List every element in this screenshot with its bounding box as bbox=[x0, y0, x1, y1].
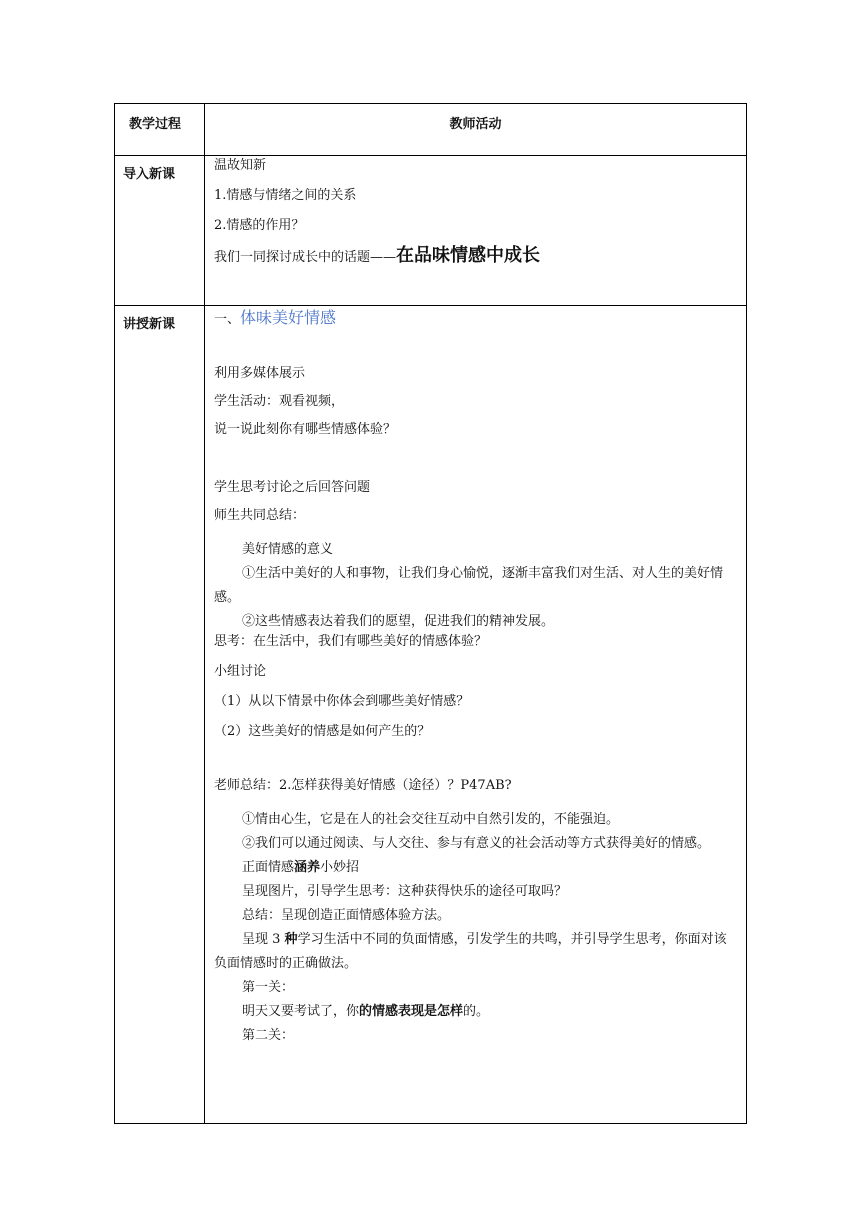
section-heading bbox=[214, 306, 738, 332]
level-1-label: 第一关： bbox=[242, 980, 295, 995]
lesson-plan-table bbox=[114, 103, 747, 1124]
way-point-1: ①情由心生，它是在人的社会交往互动中自然引发的，不能强迫。 bbox=[242, 812, 620, 827]
section-prefix: 一、 bbox=[214, 312, 241, 327]
intro-topic-line bbox=[214, 244, 738, 270]
row-label-intro: 导入新课 bbox=[115, 156, 205, 306]
meaning-heading: 美好情感的意义 bbox=[242, 542, 334, 557]
neg-text-a: 呈现 3 bbox=[242, 932, 285, 947]
intro-content bbox=[205, 156, 747, 306]
level-1-text-a: 明天又要考试了，你 bbox=[242, 1004, 360, 1019]
level-1-text-bold: 的情感表现是怎样 bbox=[359, 1004, 464, 1019]
header-teacher-activity: 教师活动 bbox=[205, 104, 747, 156]
intro-topic-prefix: 我们一同探讨成长中的话题—— bbox=[214, 250, 397, 265]
section-title: 体味美好情感 bbox=[240, 308, 337, 327]
discussion-q1: （1）从以下情景中你体会到哪些美好情感？ bbox=[214, 694, 470, 709]
table-row-intro bbox=[115, 156, 747, 306]
teach-line-3: 说一说此刻你有哪些情感体验？ bbox=[214, 422, 397, 437]
level-1-text-c: 的。 bbox=[463, 1004, 490, 1019]
row-label-teach: 讲授新课 bbox=[115, 306, 205, 1124]
intro-line-2: 1.情感与情绪之间的关系 bbox=[214, 188, 357, 203]
header-process: 教学过程 bbox=[115, 104, 205, 156]
teach-line-4: 学生思考讨论之后回答问题 bbox=[214, 480, 371, 495]
intro-line-3: 2.情感的作用？ bbox=[214, 218, 305, 233]
tips-heading bbox=[214, 856, 738, 880]
table-row-teach bbox=[115, 306, 747, 1124]
group-discussion: 小组讨论 bbox=[214, 664, 267, 679]
think-question: 思考：在生活中，我们有哪些美好的情感体验？ bbox=[214, 634, 488, 649]
tips-text-bold: 涵养 bbox=[294, 860, 321, 875]
meaning-point-2: ②这些情感表达着我们的愿望，促进我们的精神发展。 bbox=[242, 614, 555, 629]
intro-line-1: 温故知新 bbox=[214, 158, 267, 173]
show-picture-line: 呈现图片，引导学生思考：这种获得快乐的途径可取吗？ bbox=[242, 884, 568, 899]
intro-topic-title: 在品味情感中成长 bbox=[396, 245, 541, 266]
summary-method-line: 总结：呈现创造正面情感体验方法。 bbox=[242, 908, 451, 923]
neg-text-c: 学习生活中不同的负面情感，引发学生的共鸣，并引导学生思考，你面对该负面情感时的正确做法。 bbox=[214, 932, 727, 971]
neg-text-bold: 种 bbox=[284, 932, 298, 947]
teach-content bbox=[205, 306, 747, 1124]
teach-line-5: 师生共同总结： bbox=[214, 508, 306, 523]
discussion-q2: （2）这些美好的情感是如何产生的？ bbox=[214, 724, 431, 739]
way-point-2: ②我们可以通过阅读、与人交往、参与有意义的社会活动等方式获得美好的情感。 bbox=[242, 836, 711, 851]
level-1-text bbox=[214, 1000, 738, 1024]
tips-text-a: 正面情感 bbox=[242, 860, 295, 875]
level-2-label: 第二关： bbox=[242, 1028, 295, 1043]
negative-emotions-line bbox=[214, 928, 738, 976]
tips-text-c: 小妙招 bbox=[320, 860, 360, 875]
teach-line-2: 学生活动：观看视频， bbox=[214, 394, 345, 409]
teacher-summary: 老师总结：2.怎样获得美好情感（途径）？P47AB? bbox=[214, 778, 512, 793]
teach-line-1: 利用多媒体展示 bbox=[214, 366, 306, 381]
meaning-point-1: ①生活中美好的人和事物，让我们身心愉悦，逐渐丰富我们对生活、对人生的美好情感。 bbox=[214, 566, 724, 605]
table-header-row bbox=[115, 104, 747, 156]
